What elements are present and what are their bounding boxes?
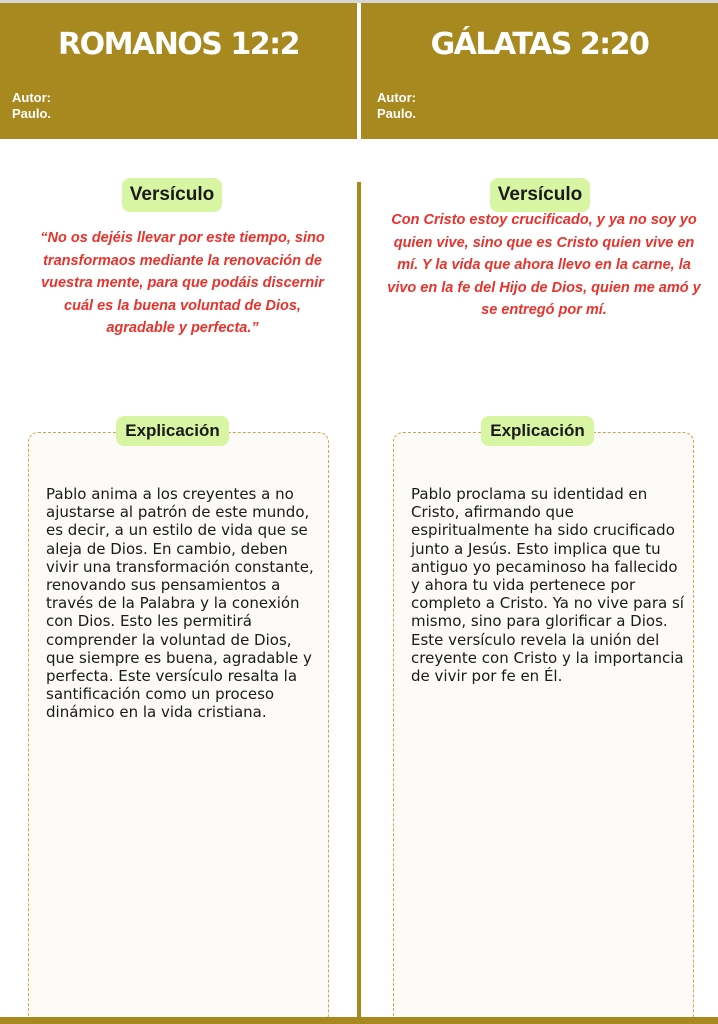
- right-explanation-heading: Explicación: [481, 416, 594, 446]
- left-header: [0, 3, 357, 139]
- right-header: [361, 3, 718, 139]
- left-author: [12, 90, 51, 122]
- left-author-label: Autor:: [12, 90, 51, 105]
- bottom-border-bar: [0, 1017, 718, 1024]
- right-author-label: Autor:: [377, 90, 416, 105]
- left-author-name: Paulo.: [12, 106, 52, 121]
- column-divider: [357, 182, 361, 1024]
- right-explanation-text: Pablo proclama su identidad en Cristo, afirmando que espiritualmente ha sido crucificado junto a Jesús. Esto implica que tu antiguo yo pecaminoso ha fallecido y ahora tu vida pertenece por completo a Cristo. Ya no vive para sí mismo, sino para glorificar a Dios. Este versículo revela la unión del creyente con Cristo y la importancia de vivir por fe en Él.: [411, 485, 684, 686]
- left-verse-heading: Versículo: [122, 178, 222, 212]
- left-verse-text: “No os dejéis llevar por este tiempo, sino transformaos mediante la renovación de vuestra mente, para que podáis discernir cuál es la buena voluntad de Dios, agradable y perfecta.”: [40, 230, 325, 336]
- right-title: GÁLATAS 2:20: [430, 27, 649, 62]
- right-verse-text: Con Cristo estoy crucificado, y ya no soy yo quien vive, sino que es Cristo quien vive en mí. Y la vida que ahora llevo en la carne, la vivo en la fe del Hijo de Dios, quien me amó y se entregó por mí.: [387, 212, 701, 318]
- right-verse-heading: Versículo: [490, 178, 590, 212]
- right-author-name: Paulo.: [377, 106, 417, 121]
- left-explanation-heading: Explicación: [116, 416, 229, 446]
- left-title: ROMANOS 12:2: [58, 27, 299, 62]
- right-author: [377, 90, 416, 122]
- left-explanation-text: Pablo anima a los creyentes a no ajustarse al patrón de este mundo, es decir, a un estilo de vida que se aleja de Dios. En cambio, deben vivir una transformación constante, renovando sus pensamientos a través de la Palabra y la conexión con Dios. Esto les permitirá comprender la voluntad de Dios, que siempre es buena, agradable y perfecta. Este versículo resalta la santificación como un proceso dinámico en la vida cristiana.: [46, 485, 314, 722]
